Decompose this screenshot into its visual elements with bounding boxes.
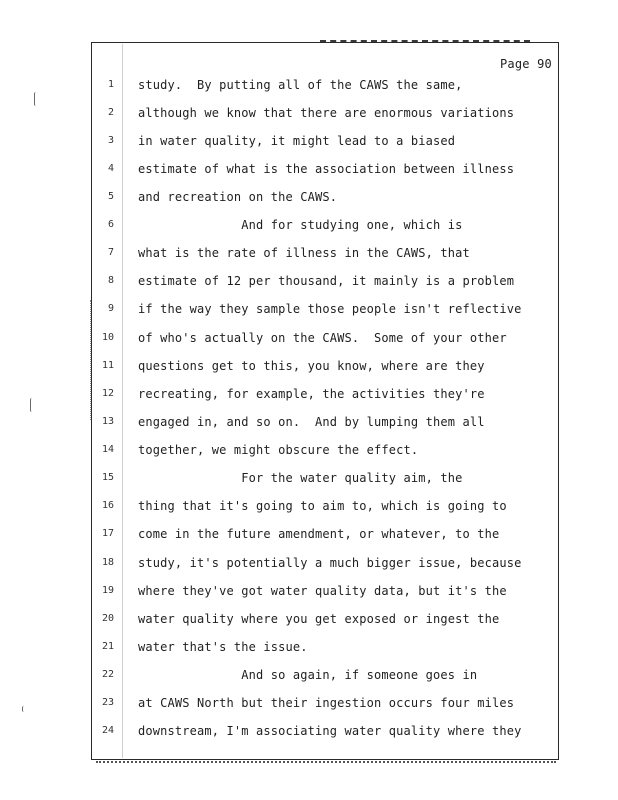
page-number-label: Page 90 — [500, 57, 552, 71]
line-number: 20 — [101, 613, 114, 624]
line-number: 8 — [107, 275, 114, 286]
scan-artifact-left-edge — [90, 300, 93, 420]
line-number: 13 — [101, 416, 114, 427]
line-number: 2 — [107, 107, 114, 118]
line-number: 15 — [101, 472, 114, 483]
line-number: 16 — [101, 500, 114, 511]
transcript-line: what is the rate of illness in the CAWS, that — [138, 246, 470, 260]
transcript-line: engaged in, and so on. And by lumping them all — [138, 415, 485, 429]
transcript-line: although we know that there are enormous variations — [138, 106, 515, 120]
transcript-line: And for studying one, which is — [138, 218, 463, 232]
transcript-line: study. By putting all of the CAWS the same, — [138, 78, 463, 92]
scan-speck-2 — [30, 398, 35, 412]
transcript-line: where they've got water quality data, but it's the — [138, 584, 507, 598]
transcript-line: For the water quality aim, the — [138, 471, 463, 485]
transcript-line: recreating, for example, the activities they're — [138, 387, 485, 401]
line-number: 14 — [101, 444, 114, 455]
line-number: 4 — [107, 163, 114, 174]
transcript-line: thing that it's going to aim to, which is going to — [138, 499, 507, 513]
line-number: 22 — [101, 669, 114, 680]
transcript-line: estimate of 12 per thousand, it mainly is a problem — [138, 274, 515, 288]
line-number: 18 — [101, 557, 114, 568]
transcript-line: water that's the issue. — [138, 640, 308, 654]
transcript-line: water quality where you get exposed or ingest the — [138, 612, 500, 626]
scan-speck-3 — [22, 706, 27, 712]
line-number: 17 — [101, 528, 114, 539]
line-number: 12 — [101, 388, 114, 399]
transcript-line: together, we might obscure the effect. — [138, 443, 419, 457]
transcript-line: if the way they sample those people isn't reflective — [138, 302, 522, 316]
line-number: 23 — [101, 697, 114, 708]
line-number: 19 — [101, 585, 114, 596]
line-number: 9 — [107, 303, 114, 314]
transcript-line: of who's actually on the CAWS. Some of your other — [138, 331, 507, 345]
transcript-line: come in the future amendment, or whatever, to the — [138, 527, 500, 541]
line-number: 10 — [101, 332, 114, 343]
scan-artifact-top — [320, 40, 530, 45]
transcript-line: questions get to this, you know, where are they — [138, 359, 485, 373]
transcript-line: downstream, I'm associating water quality where they — [138, 724, 522, 738]
transcript-line: at CAWS North but their ingestion occurs four miles — [138, 696, 515, 710]
line-number: 21 — [101, 641, 114, 652]
line-number: 11 — [101, 360, 114, 371]
transcript-line: study, it's potentially a much bigger issue, because — [138, 556, 522, 570]
transcript-line: estimate of what is the association between illness — [138, 162, 515, 176]
transcript-line: And so again, if someone goes in — [138, 668, 478, 682]
line-number: 6 — [107, 219, 114, 230]
line-number-margin-rule — [122, 44, 123, 758]
line-number: 24 — [101, 725, 114, 736]
line-number: 7 — [107, 247, 114, 258]
line-number: 1 — [107, 79, 114, 90]
scan-artifact-bottom — [96, 761, 556, 766]
line-number: 3 — [107, 135, 114, 146]
scan-speck-1 — [34, 92, 39, 106]
transcript-line: and recreation on the CAWS. — [138, 190, 338, 204]
line-number: 5 — [107, 191, 114, 202]
transcript-line: in water quality, it might lead to a biased — [138, 134, 456, 148]
